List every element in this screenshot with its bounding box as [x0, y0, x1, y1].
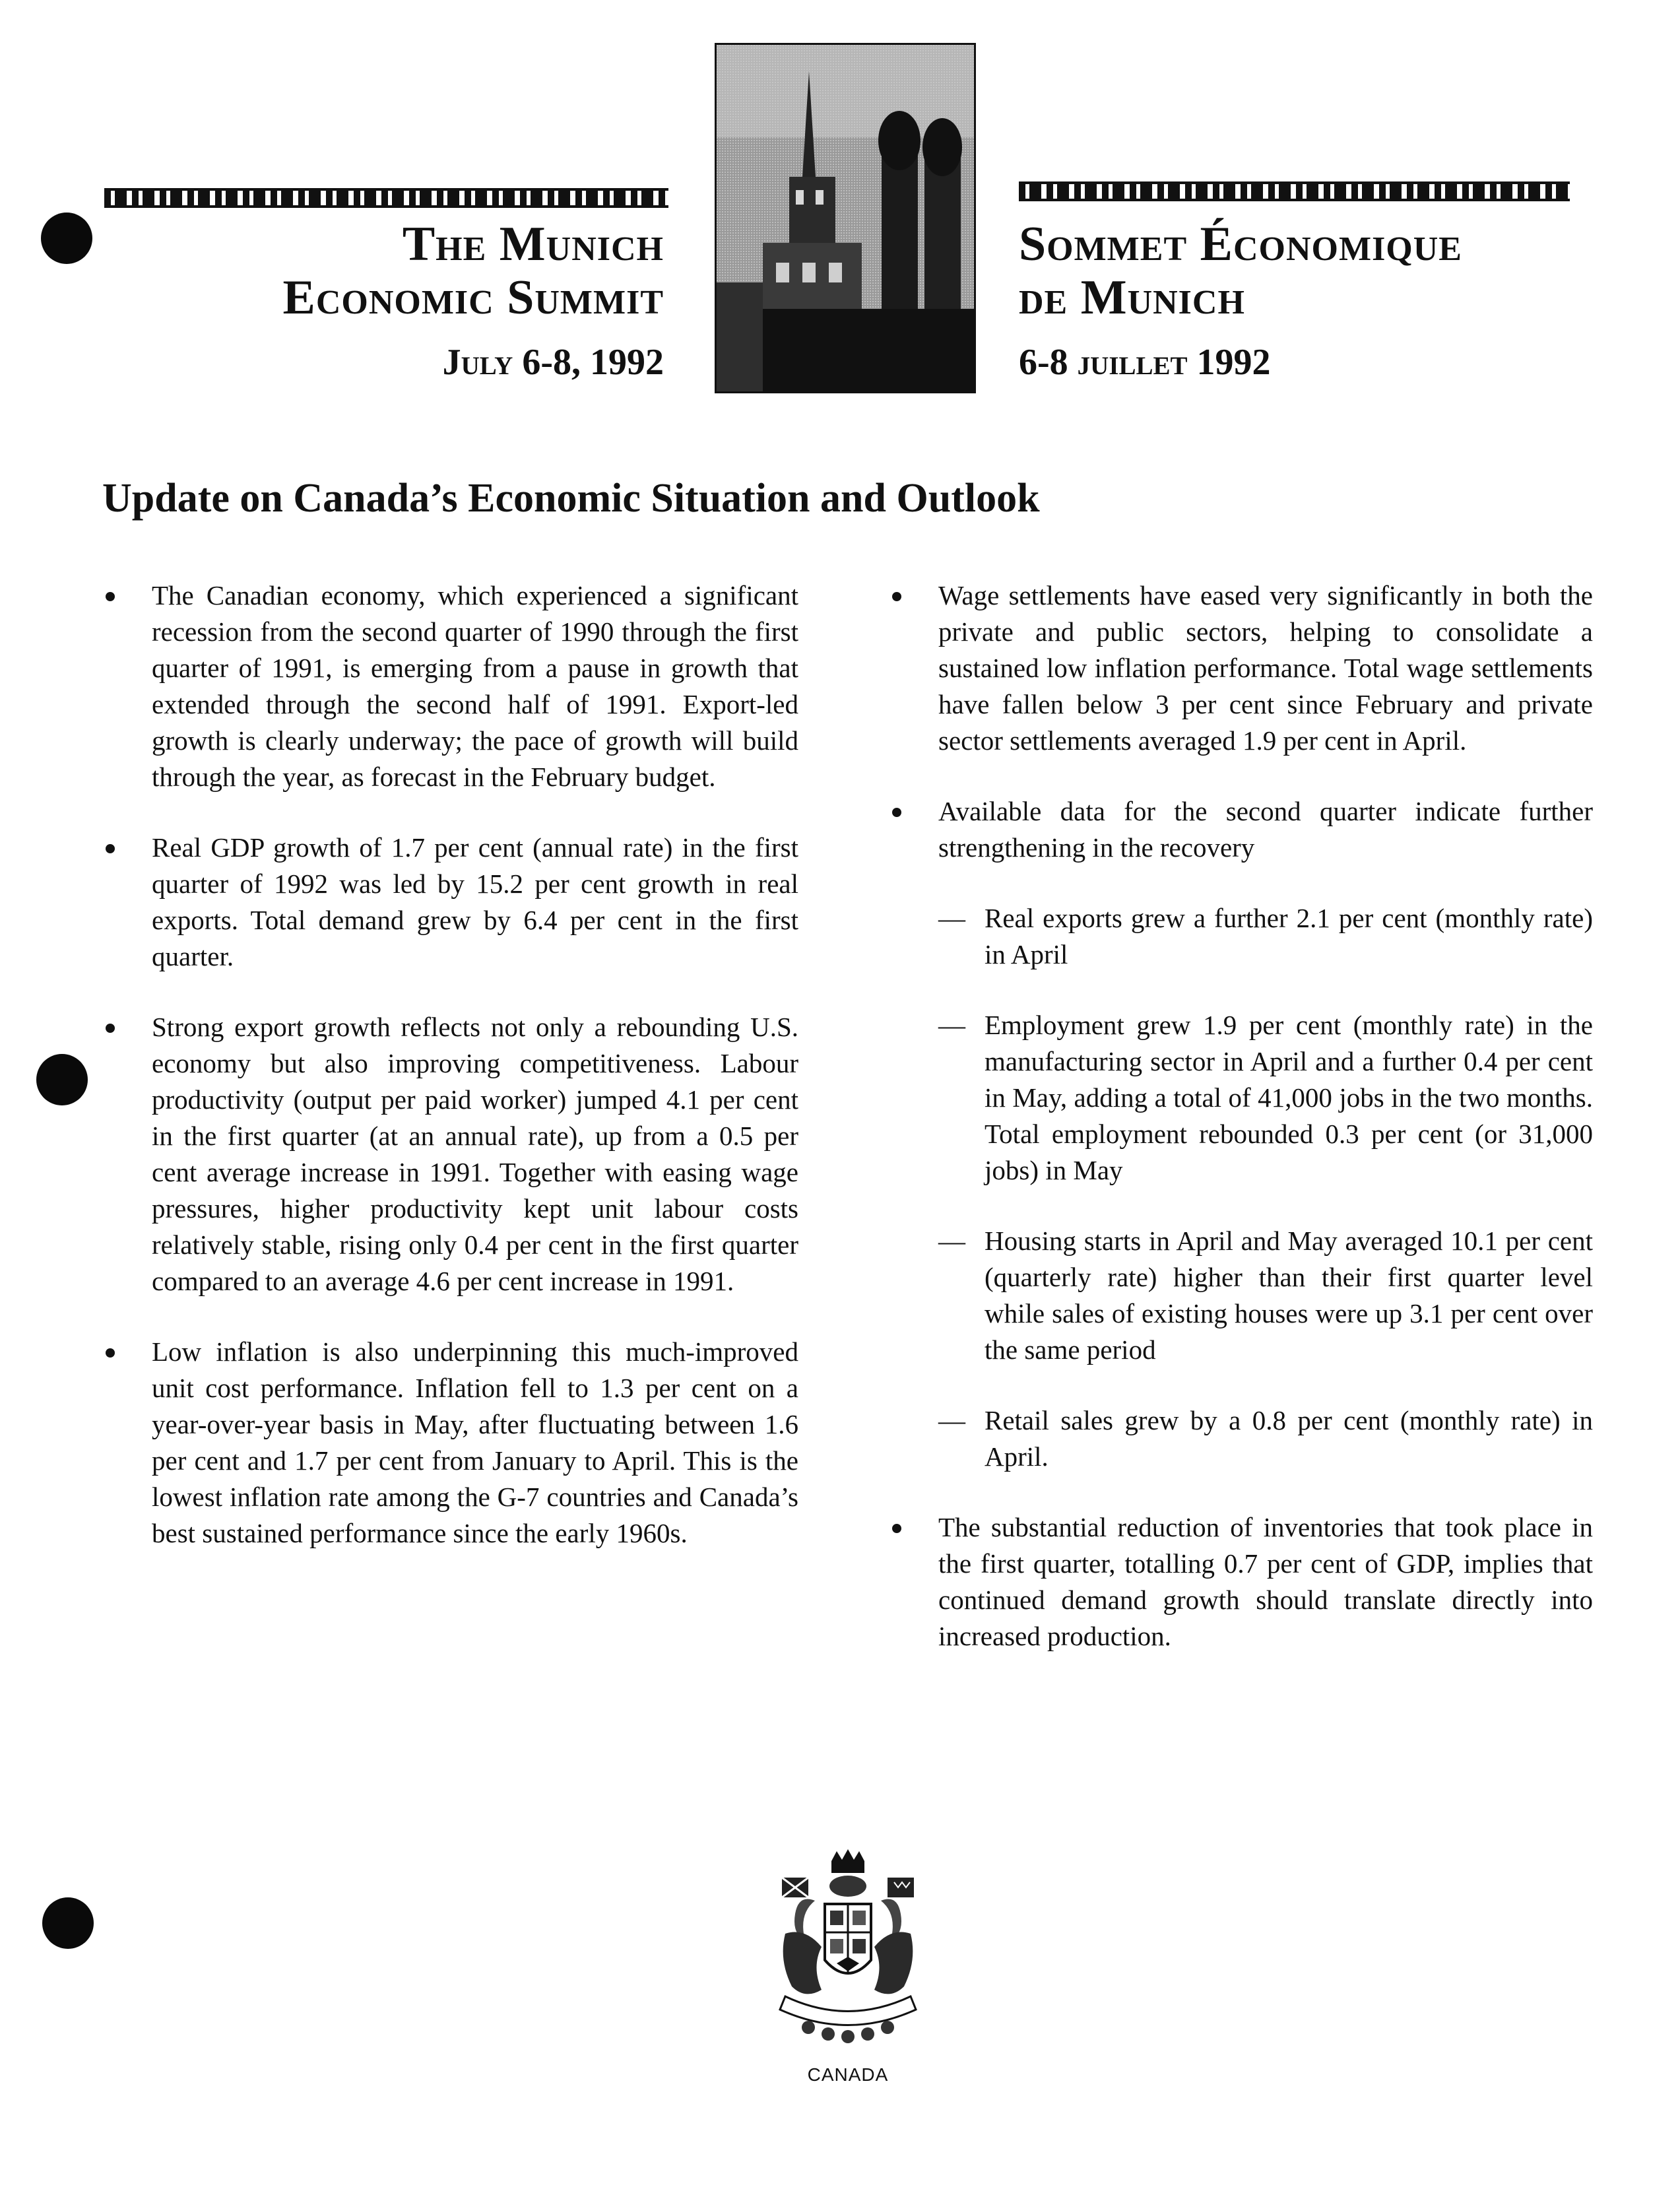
sub-list-item — [938, 900, 1593, 973]
bullet-text: Strong export growth reflects not only a rebounding U.S. economy but also improving competitiveness. Labour productivity (output per paid worker) jumped 4.1 per cent in the first quarter (at an annual rate), up from a 0.5 per cent average increase in 1991. Together with easing wage pressures, higher productivity kept unit labour costs relatively stable, rising only 0.4 per cent in the first quarter compared to an average 4.6 per cent increase in 1991. — [152, 1012, 798, 1296]
bullet-icon — [892, 1524, 901, 1533]
sub-list-item — [938, 1402, 1593, 1475]
bullet-icon — [106, 844, 115, 853]
dash-marker: — — [938, 1405, 965, 1435]
header-en-date: July 6-8, 1992 — [442, 341, 664, 383]
list-item — [892, 793, 1593, 1475]
dash-marker: — — [938, 903, 965, 933]
sub-list-item — [938, 1007, 1593, 1189]
emblem-caption: CANADA — [807, 2064, 889, 2085]
bullet-icon — [106, 1024, 115, 1033]
header-en-title-line1: The Munich — [402, 217, 664, 271]
punch-hole-top — [41, 213, 92, 264]
header-en-title-line2: Economic Summit — [282, 271, 664, 325]
bullet-icon — [892, 592, 901, 601]
bullet-text: The Canadian economy, which experienced a significant recession from the second quarter of 1990 through the first quarter of 1991, is emerging from a pause in growth that extended through the second half of 1991. Export-led growth is clearly underway; the pace of growth will build through the year, as forecast in the February budget. — [152, 580, 798, 792]
left-column — [106, 577, 798, 1586]
header-fr-title-line2: de Munich — [1019, 271, 1245, 325]
sub-list-item — [938, 1223, 1593, 1368]
list-item — [106, 1334, 798, 1552]
list-item — [106, 577, 798, 795]
bullet-text: Real GDP growth of 1.7 per cent (annual rate) in the first quarter of 1992 was led by 15.2 per cent growth in real exports. Total demand grew by 6.4 per cent in the first quarter. — [152, 832, 798, 971]
bullet-text: The substantial reduction of inventories that took place in the first quarter, totalling 0.7 per cent of GDP, implies that continued demand growth should translate directly into increased production. — [938, 1512, 1593, 1651]
munich-skyline-illustration — [717, 45, 974, 391]
bullet-icon — [106, 1348, 115, 1358]
header-decorative-rule-right — [1019, 181, 1570, 201]
munich-skyline-photo — [715, 43, 976, 393]
right-bullet-list — [892, 577, 1593, 1655]
list-item — [892, 577, 1593, 759]
sub-item-text: Employment grew 1.9 per cent (monthly rate) in the manufacturing sector in April and a further 0.4 per cent in May, adding a total of 41,000 jobs in the two months. Total employment rebounded 0.3 per cent (or 31,000 jobs) in May — [985, 1010, 1593, 1185]
document-title: Update on Canada’s Economic Situation and Outlook — [102, 476, 1040, 521]
header-french — [1019, 218, 1462, 383]
list-item — [892, 1509, 1593, 1655]
sub-item-text: Housing starts in April and May averaged 10.1 per cent (quarterly rate) higher than their first quarter level while sales of existing houses were up 3.1 per cent over the same period — [985, 1226, 1593, 1365]
sub-item-list — [938, 900, 1593, 1475]
dash-marker: — — [938, 1010, 965, 1040]
dash-marker: — — [938, 1226, 965, 1256]
coat-of-arms-icon — [759, 1848, 937, 2046]
punch-hole-middle — [36, 1054, 88, 1105]
list-item — [106, 830, 798, 975]
list-item — [106, 1009, 798, 1299]
header-fr-title-line1: Sommet Économique — [1019, 217, 1462, 271]
header-decorative-rule-left — [104, 188, 668, 208]
header-english — [282, 218, 664, 383]
left-bullet-list — [106, 577, 798, 1552]
right-column — [892, 577, 1593, 1689]
bullet-icon — [106, 592, 115, 601]
bullet-text: Available data for the second quarter indicate further strengthening in the recovery — [938, 796, 1593, 863]
header-fr-date: 6-8 juillet 1992 — [1019, 341, 1271, 383]
bullet-text: Wage settlements have eased very significantly in both the private and public sectors, helping to consolidate a sustained low inflation performance. Total wage settlements have fallen below 3 per cent since February and private sector settlements averaged 1.9 per cent in April. — [938, 580, 1593, 756]
bullet-icon — [892, 808, 901, 817]
bullet-text: Low inflation is also underpinning this much-improved unit cost performance. Inflation fell to 1.3 per cent on a year-over-year basis in May, after fluctuating between 1.6 per cent and 1.7 per cent from January to April. This is the lowest inflation rate among the G-7 countries and Canada’s best sustained performance since the early 1960s. — [152, 1336, 798, 1548]
sub-item-text: Real exports grew a further 2.1 per cent (monthly rate) in April — [985, 903, 1593, 969]
punch-hole-bottom — [42, 1897, 94, 1949]
sub-item-text: Retail sales grew by a 0.8 per cent (monthly rate) in April. — [985, 1405, 1593, 1472]
